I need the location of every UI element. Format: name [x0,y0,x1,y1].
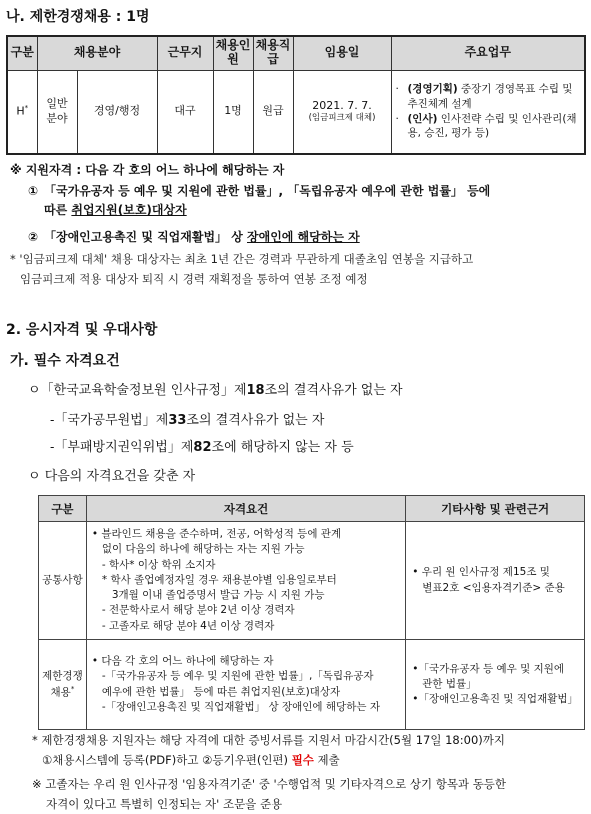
category-cell [39,640,87,730]
req-line: - 학사* 이상 학위 소지자 [101,558,216,571]
q1-num: 18 [246,383,265,398]
table-row [39,522,585,640]
item2-text: 「장애인고용촉진 및 직업재활법」 상 [44,230,248,244]
eligibility-heading: ※ 지원자격 : 다음 각 호의 어느 하나에 해당하는 자 [10,163,285,177]
table-header-row [39,496,585,522]
q1-pre: ㅇ「한국교육학술정보원 인사규정」제 [28,383,247,398]
footnote-evidence [32,730,585,770]
req-line: - 고졸자로 해당 분야 4년 이상 경력자 [101,619,275,632]
item1-underline: 취업지원(보호)대상자 [71,203,187,218]
header-notes: 기타사항 및 관련근거 [406,496,585,522]
type-sup: * [24,104,29,112]
req-line: - 전문학사로서 해당 분야 2년 이상 경력자 [101,604,295,617]
category-cell: 공통사항 [39,522,87,640]
q3-pre: -「부패방지권익위법」제 [50,440,194,455]
req-line: 없이 다음의 하나에 해당하는 자는 지원 가능 [101,543,305,556]
ref-line: •「장애인고용촉진 및 직업재활법」 [412,693,578,706]
duty-text: 인사전략 수립 및 인사관리(채용, 승진, 평가 등) [407,112,577,140]
eligibility-item-2 [28,228,585,245]
footnote-line: * 제한경쟁채용 지원자는 해당 자격에 대한 증빙서류를 지원서 마감시간(5월 17일 18:00)까지 [32,733,505,747]
subsection-title-required: 가. 필수 자격요건 [10,353,120,369]
qualification-1 [28,379,403,398]
item2-underline: 장애인에 해당하는 자 [247,230,360,244]
item1-line-b: 따른 [44,203,72,218]
duty-item: · (인사) 인사전략 수립 및 인사관리(채용, 승진, 평가 등) [395,112,577,140]
type-value: H [16,104,25,118]
req-line: • 다음 각 호의 어느 하나에 해당하는 자 [91,655,274,668]
location-cell: 대구 [157,70,213,154]
requirements-table [38,495,585,730]
section-title-restricted: 나. 제한경쟁채용 : 1명 [6,9,150,25]
wage-note-line-1: * '임금피크제 대체' 채용 대상자는 최초 1년 간은 경력과 무관하게 대졸초임 연봉을 지급하고 [10,252,474,266]
ref-line: 관한 법률」 [422,677,477,690]
type-cell [7,70,37,154]
recruitment-table [6,35,586,155]
header-date: 임용일 [293,36,391,70]
field-detail-cell: 경영/행정 [77,70,157,154]
footnote-line: ①채용시스템에 등록(PDF)하고 ②등기우편(인편) [42,753,292,768]
ref-line: 별표2호 <임용자격기준> 준용 [422,581,565,594]
date-note: (임금피크제 대체) [308,113,376,124]
count-cell: 1명 [213,70,253,154]
header-category: 구분 [39,496,87,522]
wage-note-line-2: 임금피크제 적용 대상자 퇴직 시 경력 재획정을 통하여 연봉 조정 예정 [20,272,368,287]
req-line: -「국가유공자 등 예우 및 지원에 관한 법률」,「독립유공자 [101,670,374,683]
wage-peak-note [10,249,585,289]
reference-cell [406,522,585,640]
q3-num: 82 [193,440,212,455]
category-sup: * [70,684,75,693]
ref-line: •「국가유공자 등 예우 및 지원에 [412,662,565,675]
item-number: ① [28,184,39,198]
qualification-4: ㅇ 다음의 자격요건을 갖춘 자 [28,469,196,484]
footnote-highschool [32,775,585,814]
category-line: 제한경쟁 [42,669,83,682]
required-emphasis: 필수 [291,753,314,768]
date-cell [293,70,391,154]
header-location: 근무지 [157,36,213,70]
date-value: 2021. 7. 7. [312,98,372,112]
duty-text: 중장기 경영목표 수립 및 추진체계 설계 [407,83,573,111]
duty-bold: (인사) [407,112,438,125]
header-field: 채용분야 [37,36,157,70]
qualification-3 [50,436,354,455]
req-line: -「장애인고용촉진 및 직업재활법」 상 장애인에 해당하는 자 [101,700,380,713]
req-line: • 블라인드 채용을 준수하며, 전공, 어학성적 등에 관계 [91,528,342,541]
q3-post: 조에 해당하지 않는 자 등 [211,440,354,455]
requirements-cell [86,640,405,730]
header-category: 구분 [7,36,37,70]
section-title-qualifications: 2. 응시자격 및 우대사항 [6,322,158,338]
q2-num: 33 [168,413,187,428]
footnote-line: 자격이 있다고 특별히 인정되는 자' 조문을 준용 [46,796,283,811]
duties-cell [391,70,585,154]
reference-cell [406,640,585,730]
table-row [39,640,585,730]
duty-item: · (경영기획) 중장기 경영목표 수립 및 추진체계 설계 [395,83,573,111]
eligibility-item-1 [28,182,585,220]
field-group-cell: 일반분야 [37,70,77,154]
req-line: 3개월 이내 졸업증명서 발급 가능 시 지원 가능 [111,589,325,602]
requirements-cell [86,522,405,640]
req-line: 예우에 관한 법률」 등에 따른 취업지원(보호)대상자 [101,685,341,698]
item1-line-a: 「국가유공자 등 예우 및 지원에 관한 법률」, 「독립유공자 예우에 관한 법률」 등에 [44,184,491,198]
req-line: * 학사 졸업예정자일 경우 채용분야별 임용일로부터 [101,573,337,586]
qualification-2 [50,409,324,428]
footnote-line: ※ 고졸자는 우리 원 인사규정 '임용자격기준' 중 '수행업적 및 기타자격으로 상기 항목과 동등한 [32,777,507,791]
q2-pre: -「국가공무원법」제 [50,413,169,428]
q2-post: 조의 결격사유가 없는 자 [186,413,325,428]
header-grade: 채용직급 [253,36,293,70]
grade-cell: 원급 [253,70,293,154]
duty-bold: (경영기획) [407,83,458,96]
ref-line: • 우리 원 인사규정 제15조 및 [412,566,550,579]
header-requirements: 자격요건 [86,496,405,522]
table-row [7,70,585,154]
table-header-row [7,36,585,70]
header-duties: 주요업무 [391,36,585,70]
header-count: 채용인원 [213,36,253,70]
item-number: ② [28,230,39,244]
category-line: 채용 [50,686,71,699]
footnote-line-end: 제출 [313,753,340,768]
q1-post: 조의 결격사유가 없는 자 [264,383,403,398]
